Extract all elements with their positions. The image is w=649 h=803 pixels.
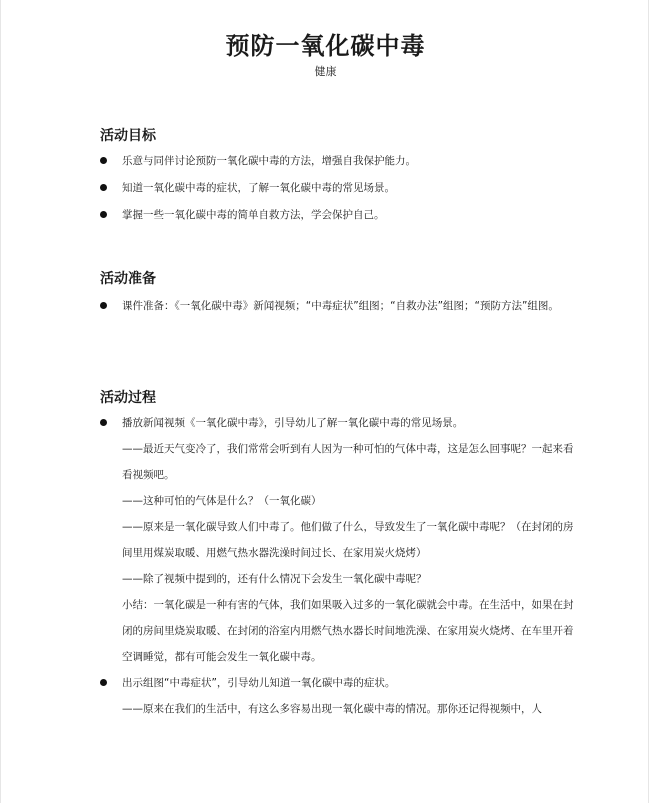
section-heading-preparation: 活动准备 bbox=[100, 271, 156, 287]
list-item-text: 乐意与同伴讨论预防一氧化碳中毒的方法，增强自我保护能力。 bbox=[122, 155, 416, 167]
goals-list bbox=[100, 148, 580, 229]
list-item bbox=[100, 202, 580, 229]
list-item bbox=[100, 670, 580, 722]
bullet-icon bbox=[100, 419, 107, 426]
dialogue-paragraph: ——除了视频中提到的，还有什么情况下会发生一氧化碳中毒呢？ bbox=[122, 573, 427, 585]
list-item-text: 课件准备：《一氧化碳中毒》新闻视频；“中毒症状”组图；“自救办法”组图；“预防方法”组图。 bbox=[122, 300, 559, 312]
process-list bbox=[100, 410, 580, 722]
bullet-icon bbox=[100, 679, 107, 686]
list-item bbox=[100, 175, 580, 202]
list-item-text: 出示组图“中毒症状”，引导幼儿知道一氧化碳中毒的症状。 bbox=[122, 677, 396, 689]
section-heading-goals: 活动目标 bbox=[100, 128, 156, 144]
document-title: 预防一氧化碳中毒 bbox=[225, 32, 426, 60]
list-item-text: 掌握一些一氧化碳中毒的简单自救方法，学会保护自己。 bbox=[122, 209, 385, 221]
summary-paragraph: 小结：一氧化碳是一种有害的气体，我们如果吸入过多的一氧化碳就会中毒。在生活中，如果在封闭的房间里烧炭取暖、在封闭的浴室内用燃气热水器长时间地洗澡、在家用炭火烧烤、在车里开着空调睡觉，都有可能会发生一氧化碳中毒。 bbox=[122, 599, 574, 663]
dialogue-paragraph: ——这种可怕的气体是什么？（一氧化碳） bbox=[122, 495, 322, 507]
list-item-text: 播放新闻视频《一氧化碳中毒》，引导幼儿了解一氧化碳中毒的常见场景。 bbox=[122, 417, 464, 429]
bullet-icon bbox=[100, 184, 107, 191]
dialogue-paragraph: ——原来是一氧化碳导致人们中毒了。他们做了什么，导致发生了一氧化碳中毒呢？（在封闭的房间里用煤炭取暖、用燃气热水器洗澡时间过长、在家用炭火烧烤） bbox=[122, 521, 574, 559]
dialogue-paragraph: ——原来在我们的生活中，有这么多容易出现一氧化碳中毒的情况。那你还记得视频中，人 bbox=[122, 703, 542, 715]
bullet-icon bbox=[100, 211, 107, 218]
section-heading-process: 活动过程 bbox=[100, 390, 156, 406]
list-item bbox=[100, 148, 580, 175]
list-item-text: 知道一氧化碳中毒的症状，了解一氧化碳中毒的常见场景。 bbox=[122, 182, 395, 194]
bullet-icon bbox=[100, 157, 107, 164]
bullet-icon bbox=[100, 302, 107, 309]
dialogue-paragraph: ——最近天气变冷了，我们常常会听到有人因为一种可怕的气体中毒，这是怎么回事呢？一起来看看视频吧。 bbox=[122, 443, 574, 481]
document-subtitle: 健康 bbox=[314, 65, 337, 78]
list-item bbox=[100, 293, 580, 319]
preparation-list bbox=[100, 293, 580, 319]
list-item bbox=[100, 410, 580, 670]
